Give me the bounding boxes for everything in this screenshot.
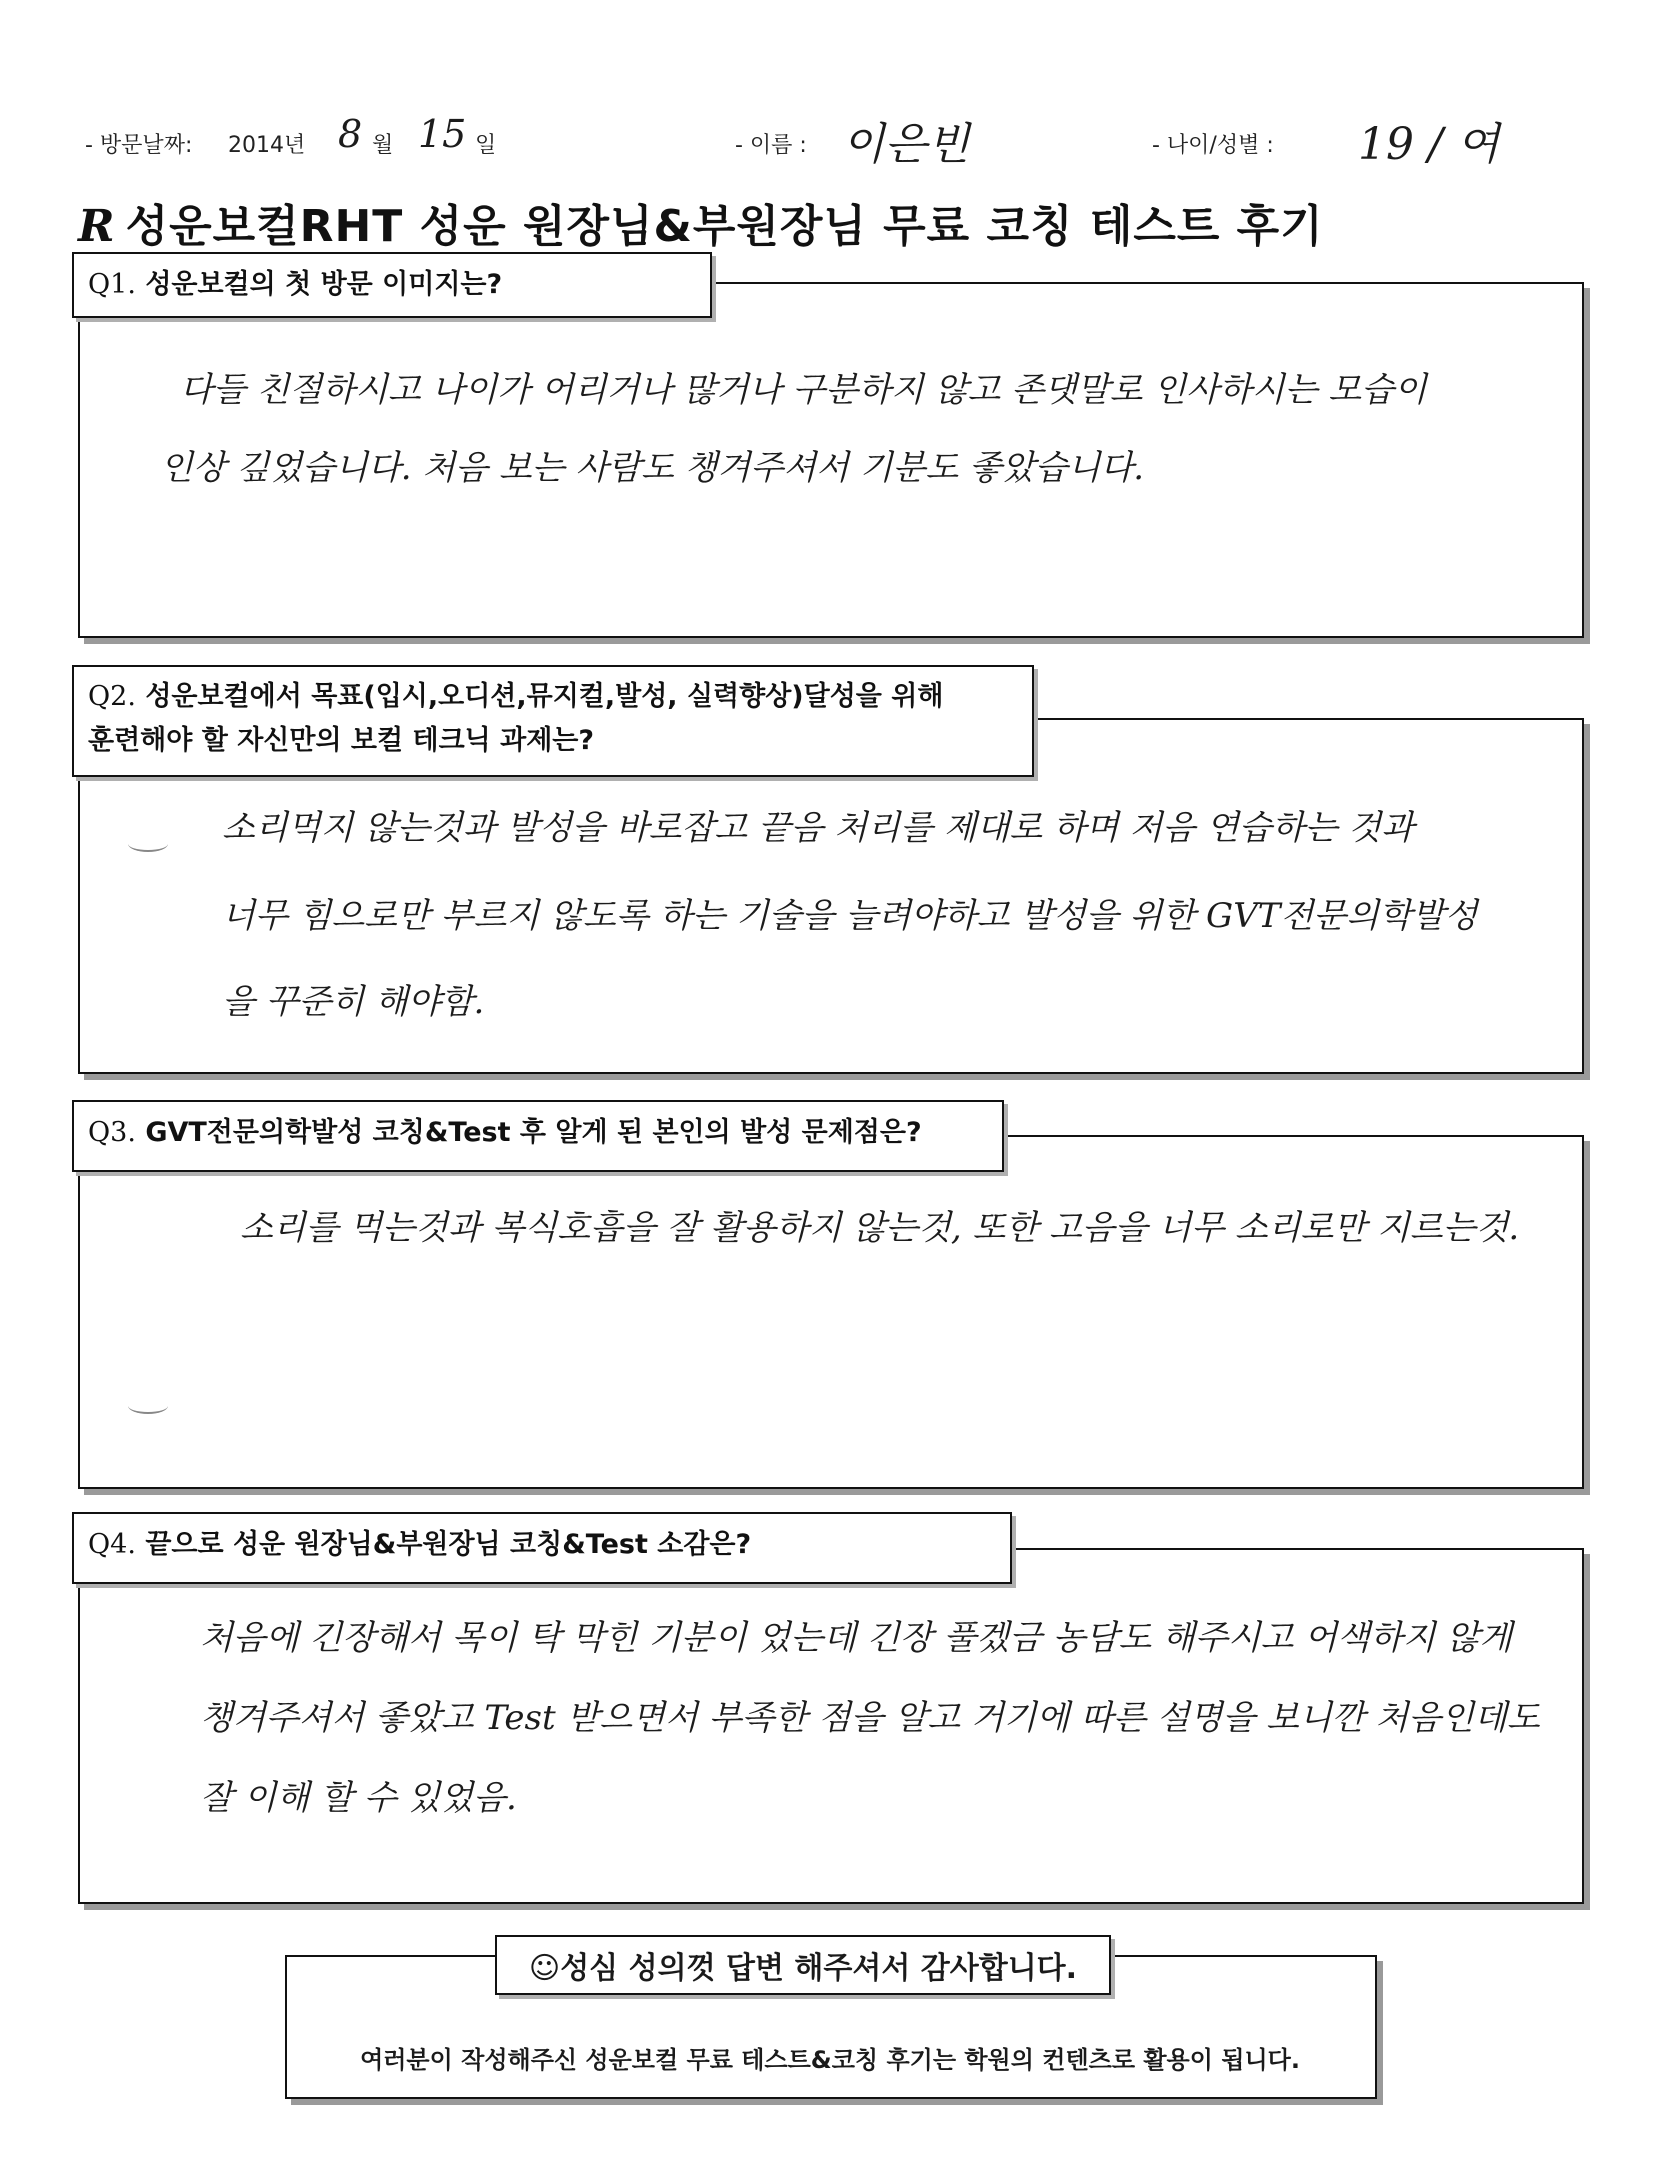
q2-answer-line-3: 을 꾸준히 해야함.: [222, 982, 485, 1022]
q3-answer-box: [78, 1135, 1584, 1489]
q3-answer-line-1: 소리를 먹는것과 복식호흡을 잘 활용하지 않는것, 또한 고음을 너무 소리로만 지르는것.: [240, 1208, 1520, 1248]
thanks-banner: ☺성심 성의껏 답변 해주셔서 감사합니다.: [495, 1935, 1111, 1995]
q4-question: 끝으로 성운 원장님&부원장님 코칭&Test 소감은?: [145, 1529, 752, 1560]
q2-number: Q2.: [88, 681, 136, 712]
q4-answer-line-2: 챙겨주셔서 좋았고 Test 받으면서 부족한 점을 알고 거기에 따른 설명을 보니깐 처음인데도: [200, 1698, 1540, 1738]
margin-mark: [128, 836, 168, 852]
q4-answer-line-1: 처음에 긴장해서 목이 탁 막힌 기분이 었는데 긴장 풀겠금 농담도 해주시고 어색하지 않게: [200, 1618, 1513, 1658]
month-unit: 월: [372, 133, 394, 158]
visit-date-label: - 방문날짜:: [85, 133, 193, 158]
q4-answer-line-3: 잘 이해 할 수 있었음.: [200, 1778, 517, 1818]
q4-question-box: [72, 1512, 1012, 1584]
q3-number: Q3.: [88, 1117, 136, 1148]
age-gender-label: - 나이/성별 :: [1152, 133, 1274, 158]
page-title: [78, 190, 1324, 254]
margin-mark: [128, 1398, 168, 1414]
q2-question-line-1: 성운보컬에서 목표(입시,오디션,뮤지컬,발성, 실력향상)달성을 위해: [145, 681, 944, 712]
q2-question-box: [72, 665, 1034, 777]
q1-answer-line-1: 다들 친절하시고 나이가 어리거나 많거나 구분하지 않고 존댓말로 인사하시는 모습이: [180, 370, 1427, 410]
name-value: 이은빈: [842, 119, 970, 170]
q2-question-line-2: 훈련해야 할 자신만의 보컬 테크닉 과제는?: [88, 725, 595, 756]
q4-number: Q4.: [88, 1529, 136, 1560]
age-gender-value: 19 / 여: [1358, 119, 1500, 170]
day-unit: 일: [475, 133, 497, 158]
q1-question-box: [72, 252, 712, 318]
q3-question: GVT전문의학발성 코칭&Test 후 알게 된 본인의 발성 문제점은?: [145, 1117, 922, 1148]
footer-note: 여러분이 작성해주신 성운보컬 무료 테스트&코칭 후기는 학원의 컨텐츠로 활용이 됩니다.: [360, 2046, 1300, 2074]
visit-month-value: 8: [338, 112, 363, 156]
q3-question-box: [72, 1100, 1004, 1172]
q2-answer-line-2: 너무 힘으로만 부르지 않도록 하는 기술을 늘려야하고 발성을 위한 GVT전문의학발성: [222, 896, 1478, 936]
title-mark: R: [78, 201, 116, 252]
q1-question: 성운보컬의 첫 방문 이미지는?: [145, 269, 503, 300]
visit-day-value: 15: [418, 112, 467, 156]
q2-answer-line-1: 소리먹지 않는것과 발성을 바로잡고 끝음 처리를 제대로 하며 저음 연습하는 것과: [222, 808, 1414, 848]
q1-number: Q1.: [88, 269, 136, 300]
q1-answer-line-2: 인상 깊었습니다. 처음 보는 사람도 챙겨주셔서 기분도 좋았습니다.: [160, 448, 1145, 488]
name-label: - 이름 :: [735, 133, 807, 158]
title-text: 성운보컬RHT 성운 원장님&부원장님 무료 코칭 테스트 후기: [125, 201, 1324, 252]
visit-year: 2014년: [228, 133, 306, 158]
